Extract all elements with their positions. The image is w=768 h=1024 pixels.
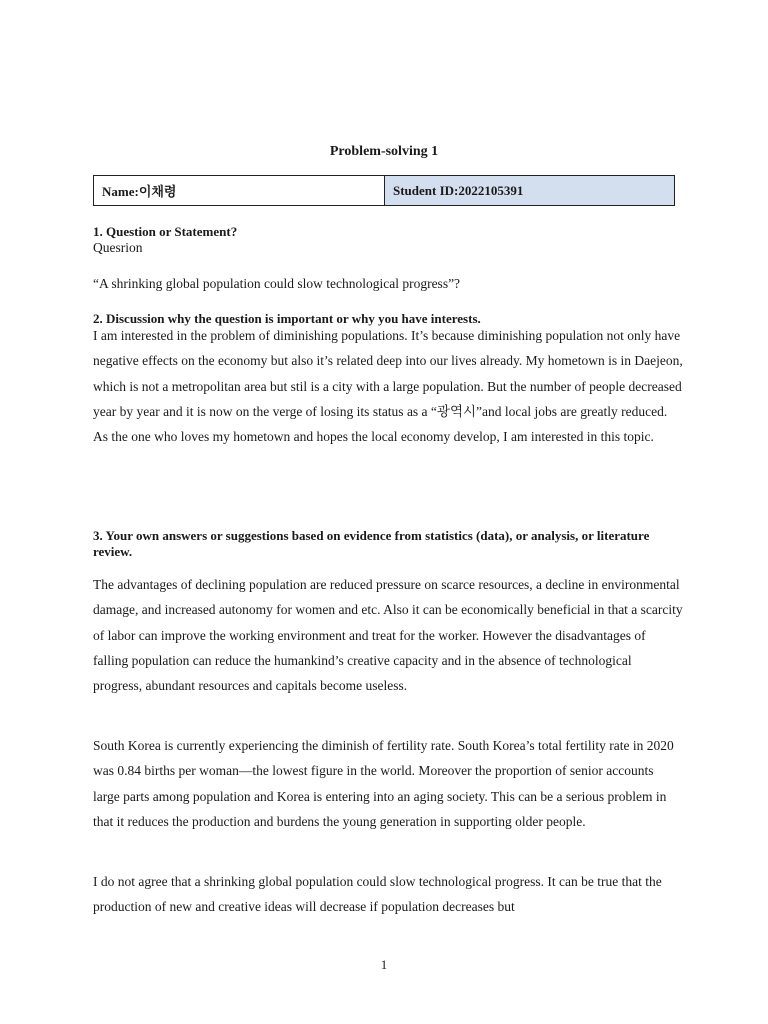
section3-paragraph-3: I do not agree that a shrinking global population could slow technological progress. It can be true that the production of new and creative ideas will decrease if population decreases but	[93, 874, 662, 915]
section1-quote: “A shrinking global population could slow technological progress”?	[93, 276, 461, 291]
section2-body: I am interested in the problem of diminishing populations. It’s because diminishing population not only have negative effects on the economy but also it’s related deep into our lives already. My hometown is in Daejeon, which is not a metropolitan area but stil is a city with a large population. But the number of people decreased year by year and it is now on the verge of losing its status as a “광역시”and local jobs are greatly reduced. As the one who loves my hometown and hopes the local economy develop, I am interested in this topic.	[93, 328, 683, 445]
page-number: 1	[380, 957, 388, 972]
document-title: Problem-solving 1	[329, 144, 439, 159]
section3-paragraph-1: The advantages of declining population are reduced pressure on scarce resources, a decline in environmental damage, and increased autonomy for women and etc. Also it can be economically beneficial in that a scarcity of labor can improve the working environment and treat for the worker. However the disadvantages of falling population can reduce the humankind’s creative capacity and in the absence of technological progress, abundant resources and capitals become useless.	[93, 577, 683, 694]
section1-subline: Quesrion	[93, 240, 143, 255]
student-id-cell: Student ID:2022105391	[385, 176, 674, 205]
name-cell: Name:이채령	[94, 176, 385, 205]
section3-paragraph-2: South Korea is currently experiencing the diminish of fertility rate. South Korea’s total fertility rate in 2020 was 0.84 births per woman—the lowest figure in the world. Moreover the proportion of senior accounts large parts among population and Korea is entering into an aging society. This can be a serious problem in that it reduces the production and burdens the young generation in supporting older people.	[93, 738, 674, 829]
section2-heading: 2. Discussion why the question is important or why you have interests.	[93, 311, 481, 326]
section1-heading: 1. Question or Statement?	[93, 224, 238, 239]
section3-heading: 3. Your own answers or suggestions based on evidence from statistics (data), or analysis, or literature review.	[93, 528, 650, 559]
student-info-table	[93, 175, 675, 206]
